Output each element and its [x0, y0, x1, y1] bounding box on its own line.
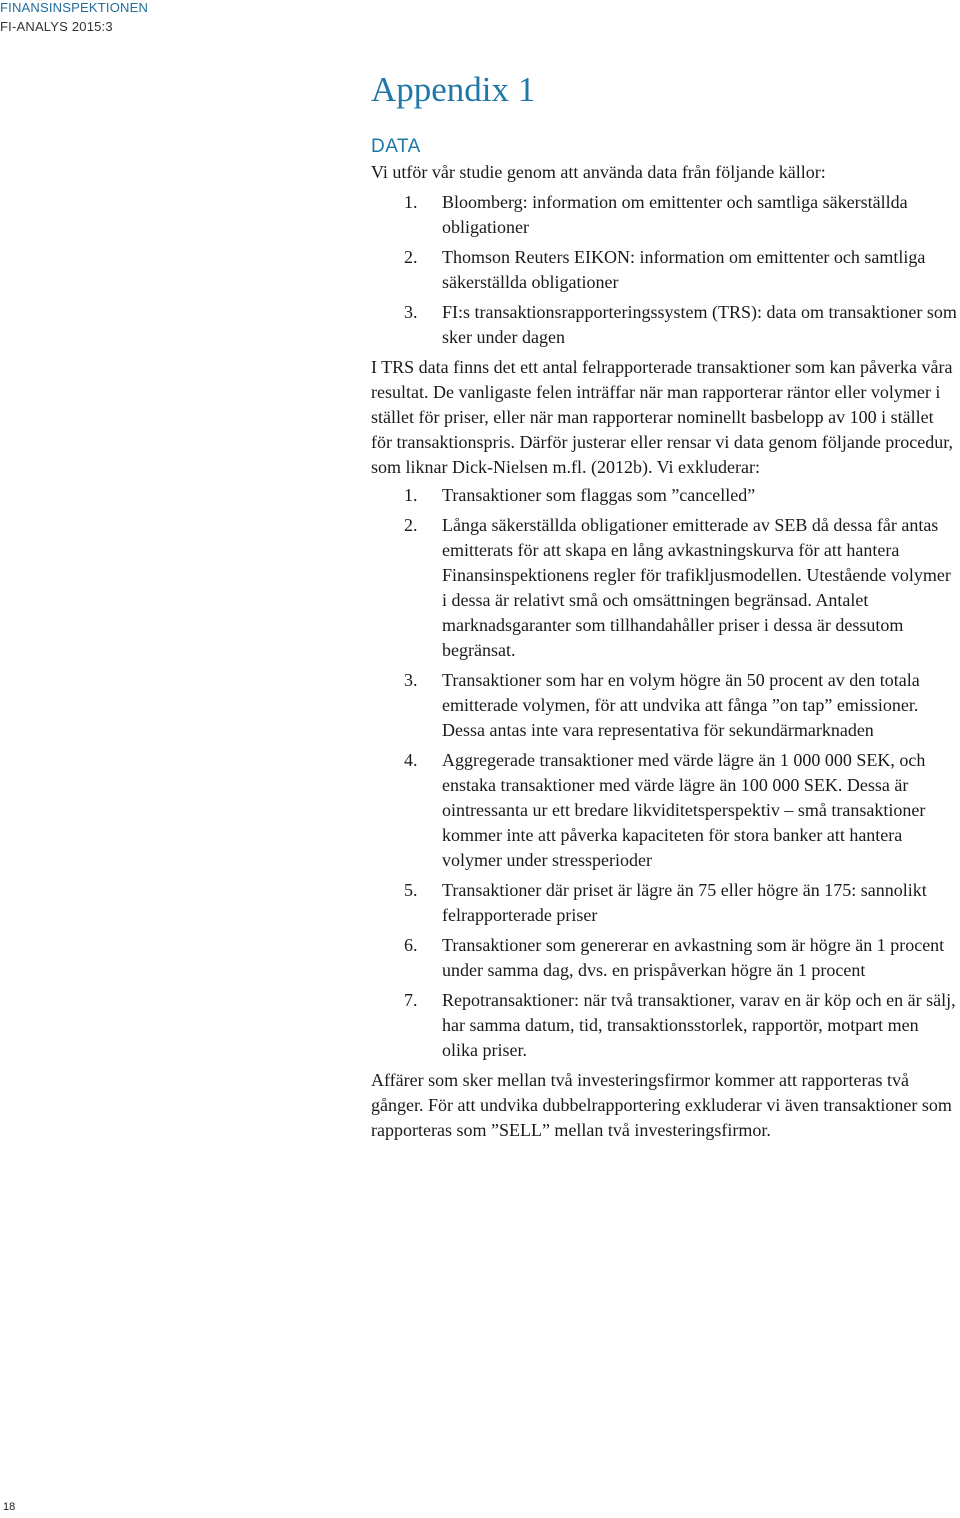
list-item-text: Transaktioner som flaggas som ”cancelled” — [442, 485, 756, 505]
list-item-text: Repotransaktioner: när två transaktioner, varav en är köp och en är sälj, har samma datum, tid, transaktionsstorlek, rapportör, motpart men olika priser. — [442, 990, 956, 1060]
list-item-number: 7. — [404, 990, 418, 1010]
page-title: Appendix 1 — [371, 70, 536, 109]
list-item — [371, 190, 959, 240]
page-number: 18 — [3, 1501, 16, 1513]
list-item-number: 2. — [404, 247, 418, 267]
list-item — [371, 668, 959, 743]
list-item — [371, 933, 959, 983]
running-header — [0, 0, 148, 36]
list-item — [371, 513, 959, 663]
closing-paragraph: Affärer som sker mellan två investeringsfirmor kommer att rapporteras två gånger. För att undvika dubbelrapportering exkluderar vi även transaktioner som rapporteras som ”SELL” mellan två investeringsfirmor. — [371, 1070, 952, 1140]
header-report-series: FI-ANALYS 2015:3 — [0, 19, 113, 34]
list-item-text: Transaktioner där priset är lägre än 75 eller högre än 175: sannolikt felrapporterade priser — [442, 880, 927, 925]
list-item-text: Aggregerade transaktioner med värde lägre än 1 000 000 SEK, och enstaka transaktioner med värde lägre än 100 000 SEK. Dessa är ointressanta ur ett bredare likviditetsperspektiv – små transaktioner kommer inte att påverka kapaciteten för stora banker att hantera volymer under stressperioder — [442, 750, 926, 870]
list-item-text: Långa säkerställda obligationer emitterade av SEB då dessa får antas emitterats för att skapa en lång avkastningskurva för att hantera Finansinspektionens regler för trafikljusmodellen. Utestående volymer i dessa är relativt små och omsättningen begränsad. Antalet marknadsgaranter som tillhandahåller priser i dessa är dessutom begränsat. — [442, 515, 951, 660]
header-organization: FINANSINSPEKTIONEN — [0, 0, 149, 15]
section-heading: DATA — [371, 136, 421, 157]
list-item — [371, 988, 959, 1063]
list-item-number: 3. — [404, 302, 418, 322]
list-item — [371, 748, 959, 873]
list-item-text: FI:s transaktionsrapporteringssystem (TRS): data om transaktioner som sker under dagen — [442, 302, 957, 347]
list-item — [371, 300, 959, 350]
list-item-text: Bloomberg: information om emittenter och samtliga säkerställda obligationer — [442, 192, 908, 237]
list-item-number: 4. — [404, 750, 418, 770]
list-item — [371, 245, 959, 295]
list-item-number: 3. — [404, 670, 418, 690]
list-item — [371, 878, 959, 928]
list-item-number: 6. — [404, 935, 418, 955]
list-item — [371, 483, 959, 508]
list-item-number: 1. — [404, 485, 418, 505]
body-paragraph: I TRS data finns det ett antal felrapporterade transaktioner som kan påverka våra resultat. De vanligaste felen inträffar när man rapporterar räntor eller volymer i stället för priser, eller när man rapporterar nominellt basbelopp av 100 i stället för transaktionspris. Därför justerar eller rensar vi data genom följande procedur, som liknar Dick-Nielsen m.fl. (2012b). Vi exkluderar: — [371, 357, 954, 477]
list-item-text: Transaktioner som genererar en avkastning som är högre än 1 procent under samma dag, dvs. en prispåverkan högre än 1 procent — [442, 935, 945, 980]
exclusions-list — [371, 483, 959, 1063]
list-item-number: 2. — [404, 515, 418, 535]
list-item-text: Transaktioner som har en volym högre än 50 procent av den totala emitterade volymen, för att undvika att fånga ”on tap” emissioner. Dessa antas inte vara representativa för sekundärmarknaden — [442, 670, 920, 740]
list-item-text: Thomson Reuters EIKON: information om emittenter och samtliga säkerställda obligationer — [442, 247, 926, 292]
intro-paragraph: Vi utför vår studie genom att använda data från följande källor: — [371, 162, 826, 182]
list-item-number: 5. — [404, 880, 418, 900]
sources-list — [371, 190, 959, 350]
list-item-number: 1. — [404, 192, 418, 212]
main-content — [371, 134, 959, 1143]
